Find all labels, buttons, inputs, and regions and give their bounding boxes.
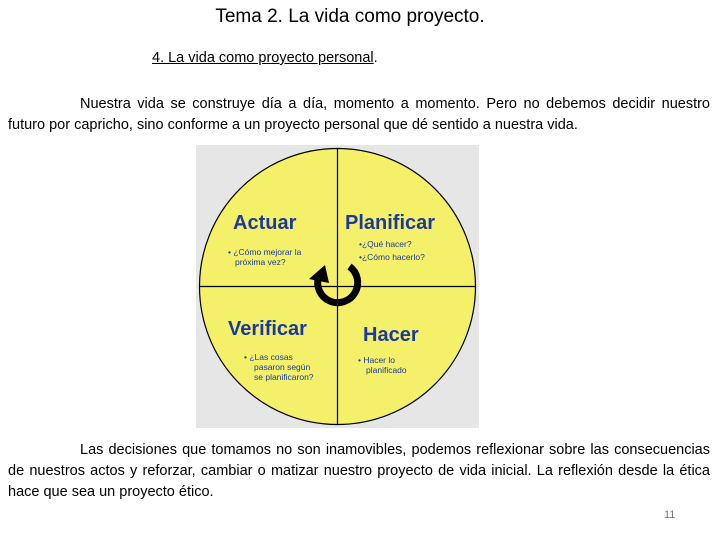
quadrant-planificar-line-2: •¿Cómo hacerlo? [359,252,425,262]
pdca-cycle-graphic [196,145,479,428]
closing-paragraph-text: Las decisiones que tomamos no son inamovibles, podemos reflexionar sobre las consecuencias de nuestros actos y reforzar, cambiar o matizar nuestro proyecto de vida inicial. La reflexión desde la ética hace que sea un proyecto ético. [8,442,710,500]
page-title: Tema 2. La vida como proyecto. [215,6,485,27]
pdca-cycle-diagram [196,145,479,428]
quadrant-hacer-line-1: • Hacer lo [358,355,395,365]
quadrant-actuar-line-2: próxima vez? [235,257,286,267]
quadrant-verificar-line-3: se planificaron? [254,372,314,382]
closing-paragraph [8,440,710,503]
section-subtitle-text: 4. La vida como proyecto personal [152,50,374,66]
quadrant-actuar-heading: Actuar [233,212,297,234]
quadrant-planificar-heading: Planificar [345,212,436,234]
quadrant-verificar-line-2: pasaron según [254,362,311,372]
quadrant-hacer-heading: Hacer [363,324,419,346]
quadrant-hacer-line-2: planificado [366,365,407,375]
page-number: 11 [664,509,676,521]
intro-paragraph [8,94,710,136]
quadrant-planificar-line-1: •¿Qué hacer? [359,239,412,249]
quadrant-verificar-line-1: • ¿Las cosas [244,352,293,362]
section-subtitle [152,50,378,66]
intro-paragraph-text: Nuestra vida se construye día a día, momento a momento. Pero no debemos decidir nuestro futuro por capricho, sino conforme a un proyecto personal que dé sentido a nuestra vida. [8,96,710,133]
quadrant-actuar-line-1: • ¿Cómo mejorar la [228,247,302,257]
quadrant-verificar-heading: Verificar [228,318,307,340]
section-subtitle-period: . [373,50,378,66]
